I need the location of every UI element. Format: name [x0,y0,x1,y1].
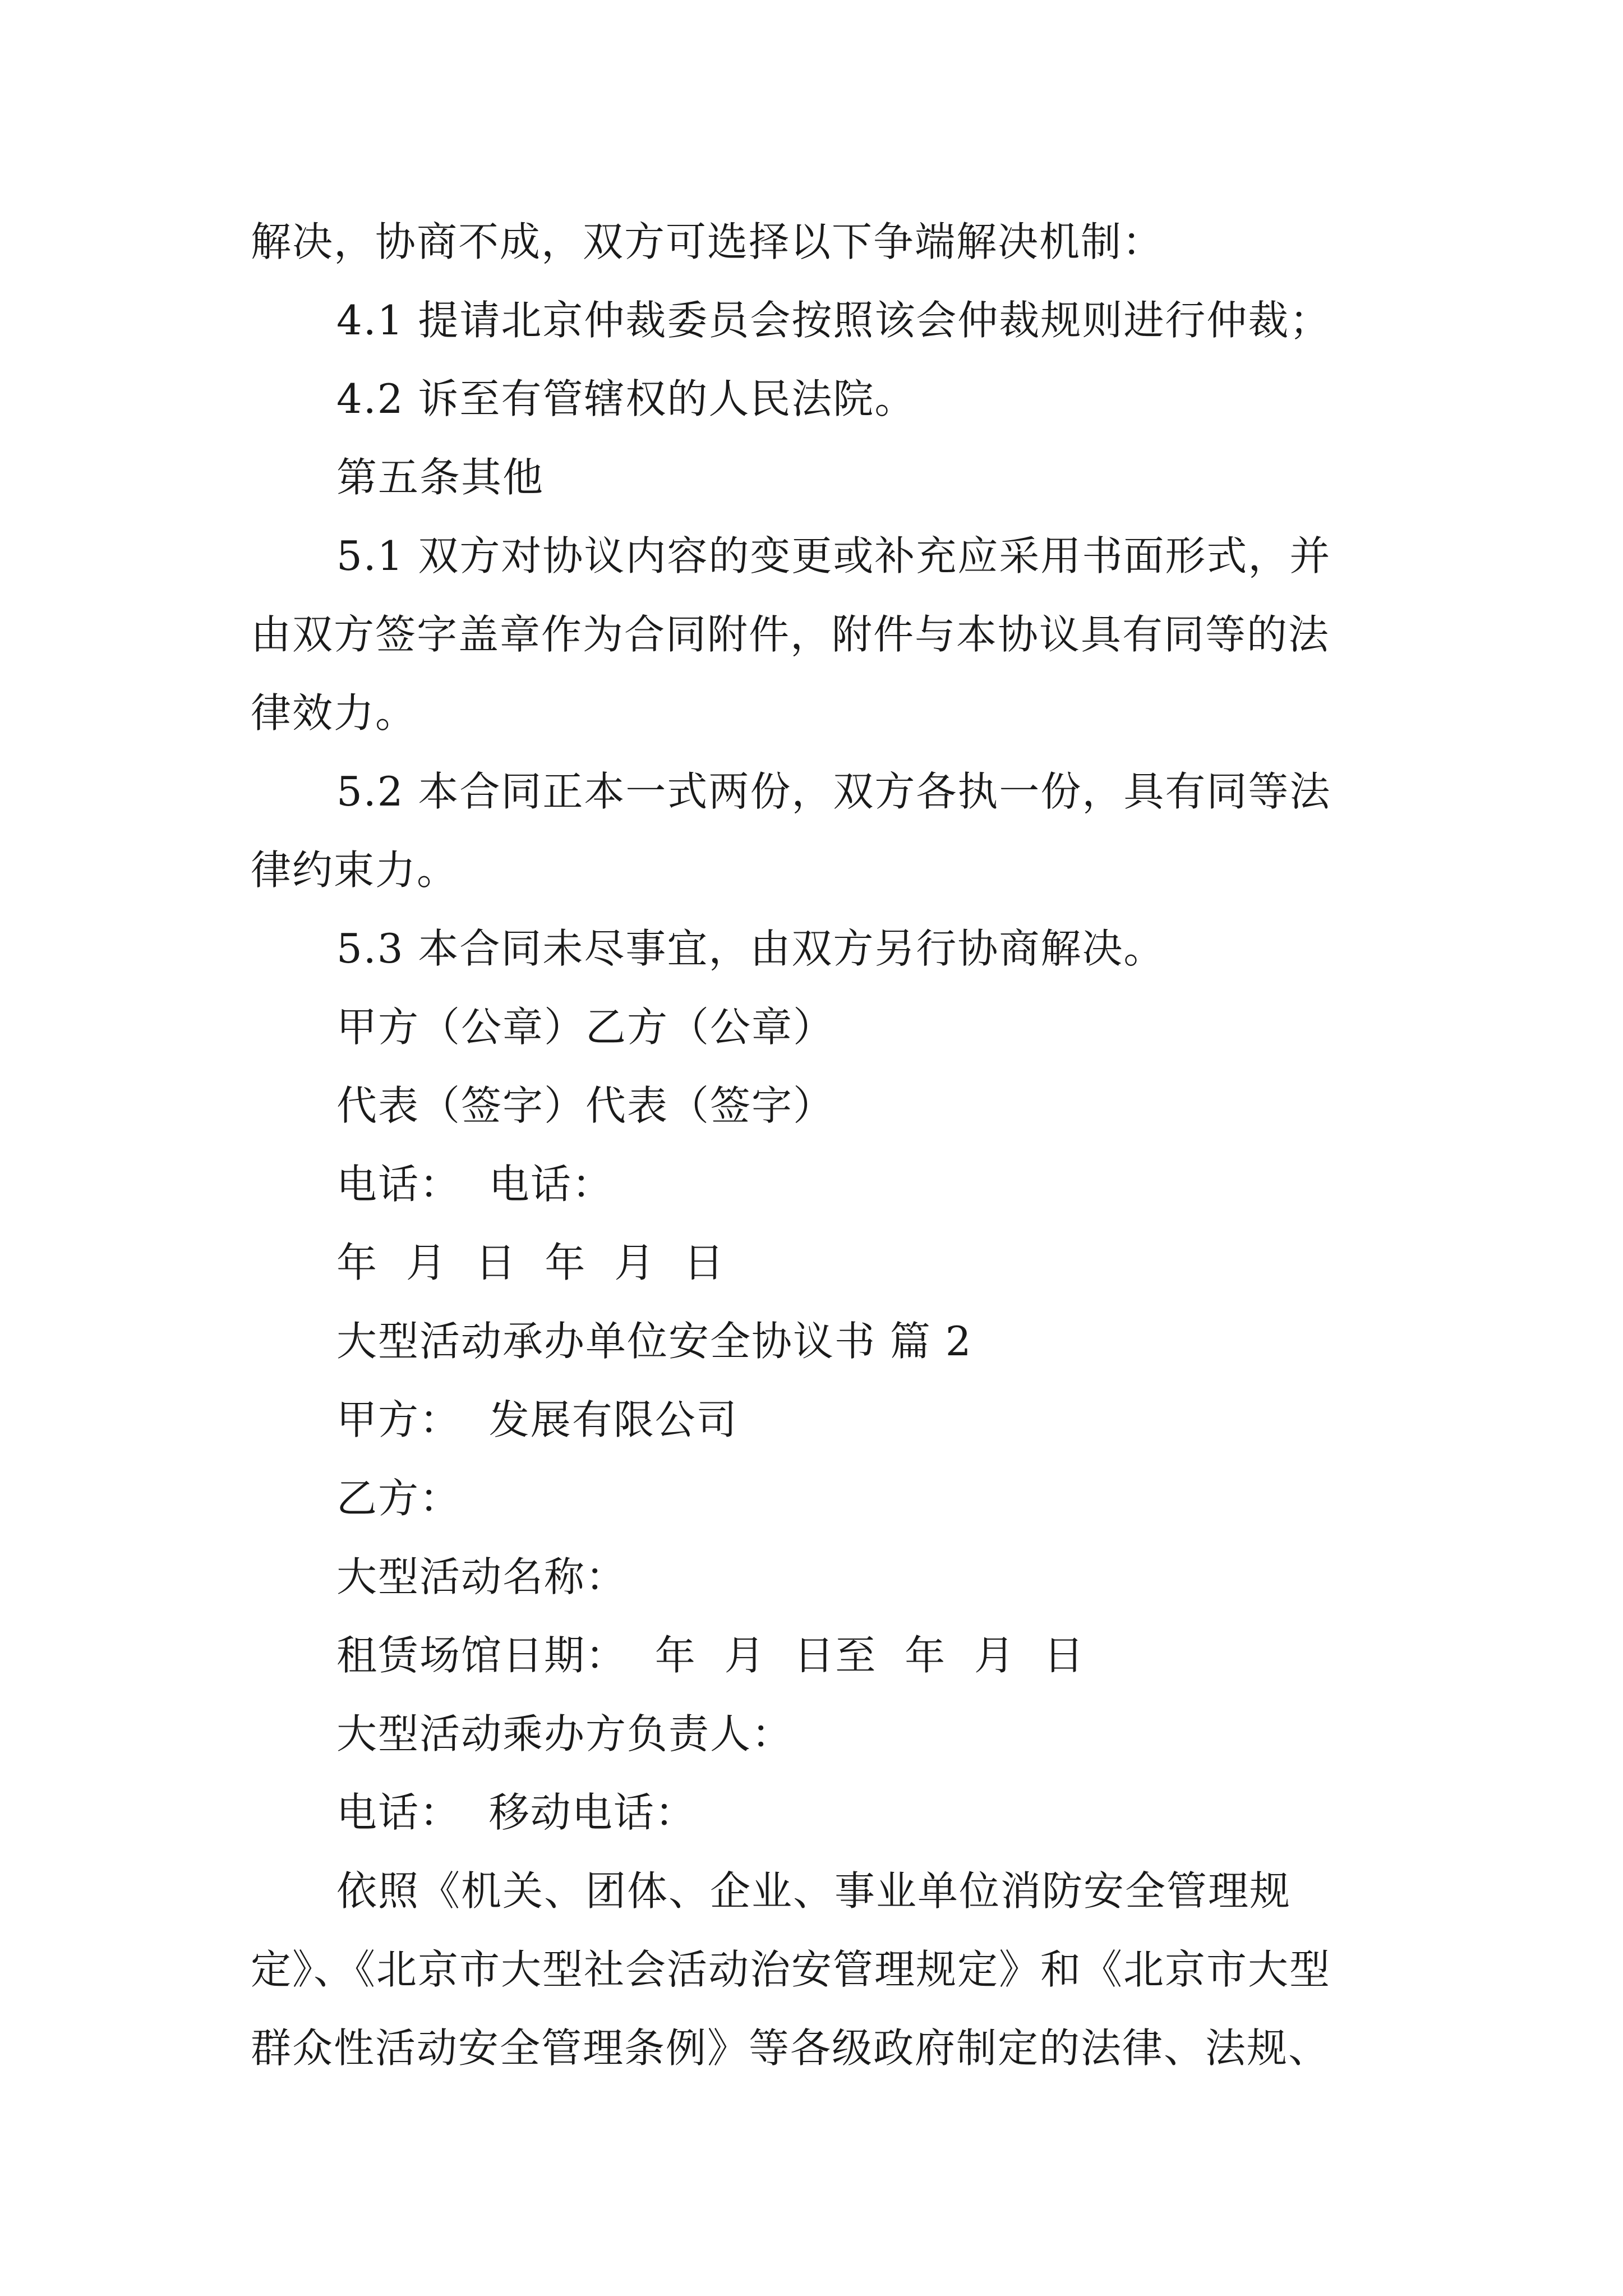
signature-line: 电话： 电话： [336,1161,614,1208]
party-b-line: 乙方： [336,1475,462,1522]
organizer-line: 大型活动乘办方负责人： [336,1710,794,1757]
party-a-line: 甲方： 发展有限公司 [336,1396,738,1443]
document-title: 大型活动承办单位安全协议书 篇 2 [336,1318,972,1365]
text-line: 5.3 本合同未尽事宜，由双方另行协商解决。 [336,925,1165,972]
event-name-line: 大型活动名称： [336,1553,628,1600]
text-line: 5.1 双方对协议内容的变更或补充应采用书面形式，并 [336,532,1331,579]
text-line: 解决，协商不成，双方可选择以下争端解决机制： [251,218,1164,265]
text-line: 定》、《北京市大型社会活动治安管理规定》和《北京市大型 [251,1946,1331,1993]
section-heading: 第五条其他 [336,454,545,501]
date-line: 年 月 日 年 月 日 [336,1239,725,1286]
text-line: 律约束力。 [251,846,459,894]
text-line: 律效力。 [251,689,417,737]
signature-line: 甲方（公章）乙方（公章） [336,1004,835,1051]
text-line: 4.2 诉至有管辖权的人民法院。 [336,375,916,422]
text-line: 5.2 本合同正本一式两份，双方各执一份，具有同等法 [336,768,1331,815]
text-line: 依照《机关、团体、企业、事业单位消防安全管理规 [336,1867,1292,1915]
text-line: 4.1 提请北京仲裁委员会按照该会仲裁规则进行仲裁； [336,297,1331,344]
phone-line: 电话： 移动电话： [336,1789,697,1836]
signature-line: 代表（签字）代表（签字） [336,1082,835,1129]
rental-date-line: 租赁场馆日期： 年 月 日至 年 月 日 [336,1632,1085,1679]
text-line: 群众性活动安全管理条例》等各级政府制定的法律、法规、 [251,2024,1330,2072]
text-line: 由双方签字盖章作为合同附件，附件与本协议具有同等的法 [251,611,1330,658]
